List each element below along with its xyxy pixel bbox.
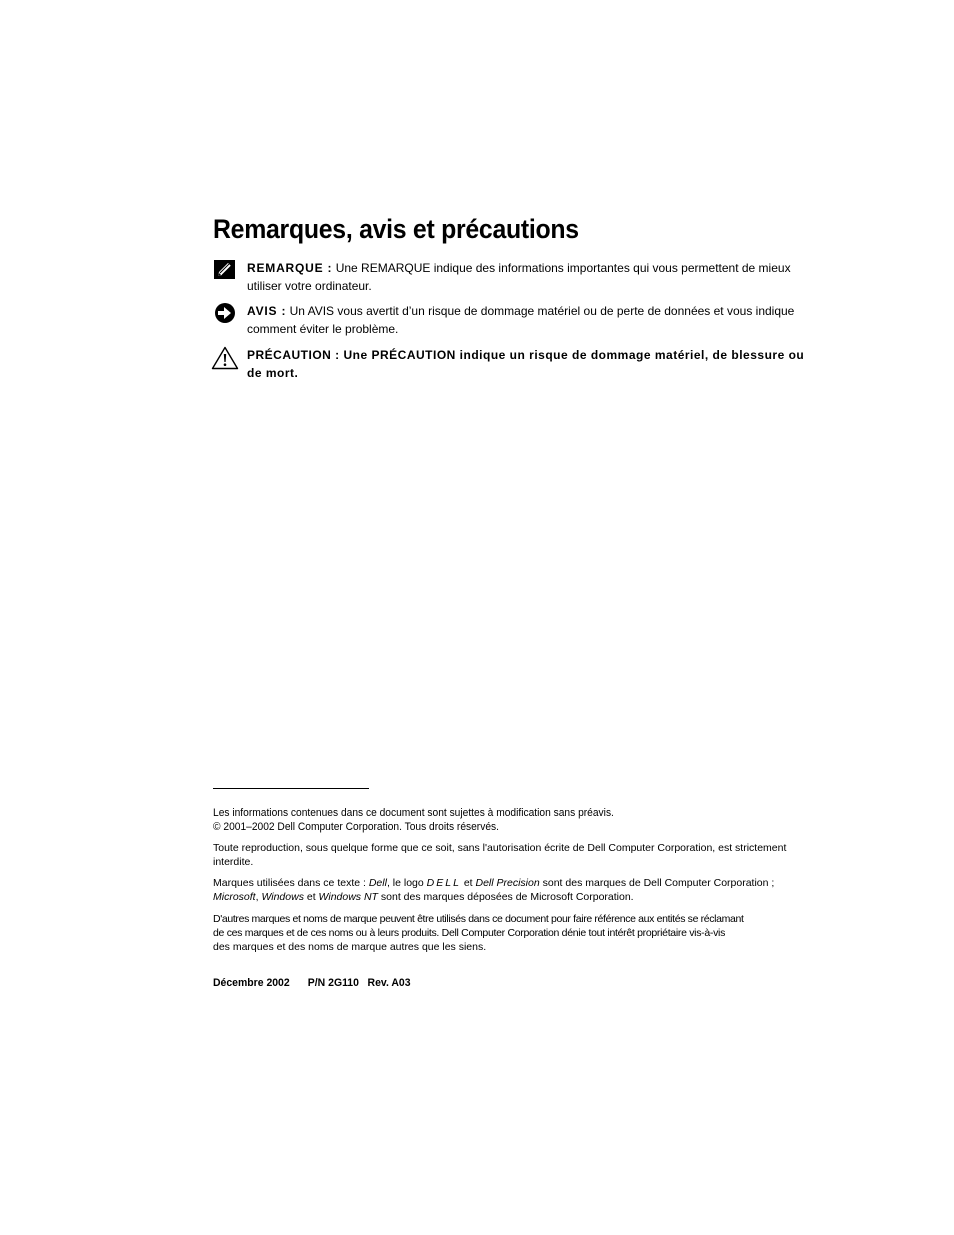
tm-windows: Windows <box>261 891 304 903</box>
tm-dell: Dell <box>368 877 387 889</box>
trademarks-notice <box>213 876 813 904</box>
reproduction-notice: Toute reproduction, sous quelque forme que ce soit, sans l'autorisation écrite de Dell Computer Corporation, est strictement interdite. <box>213 842 787 868</box>
note-text <box>247 259 817 295</box>
tm-text: et <box>460 877 476 889</box>
tm-text: , le logo <box>386 877 427 889</box>
tm-windows-nt: Windows NT <box>318 891 378 903</box>
copyright: © 2001–2002 Dell Computer Corporation. Tous droits réservés. <box>213 821 499 833</box>
other-tm-line: D'autres marques et noms de marque peuvent être utilisés dans ce document pour faire référence aux entités se réclamant <box>213 913 744 925</box>
tm-dell-precision: Dell Precision <box>475 877 540 889</box>
tm-microsoft: Microsoft <box>213 891 256 903</box>
tm-text: , <box>255 891 262 903</box>
page-title: Remarques, avis et précautions <box>213 214 579 244</box>
note-pencil-icon <box>213 259 237 283</box>
footnote-divider <box>213 788 369 789</box>
tm-text: sont des marques déposées de Microsoft Corporation. <box>377 891 634 903</box>
legal-notice <box>213 806 808 834</box>
notice-text <box>247 302 817 338</box>
other-trademarks-notice <box>213 912 813 954</box>
tm-text: Marques utilisées dans ce texte : <box>213 877 369 889</box>
note-label: REMARQUE : <box>247 261 333 275</box>
warning-triangle-icon <box>213 346 237 370</box>
document-footer <box>213 977 426 989</box>
other-tm-line: de ces marques et de ces noms ou à leurs produits. Dell Computer Corporation dénie tout intérêt propriétaire vis-à-vis <box>213 927 726 939</box>
other-tm-line: des marques et des noms de marque autres que les siens. <box>213 941 487 953</box>
footer-date: Décembre 2002 <box>213 977 290 989</box>
notice-body: Un AVIS vous avertit d’un risque de dommage matériel ou de perte de données et vous indique comment éviter le problème. <box>247 304 795 336</box>
caution-text: PRÉCAUTION : Une PRÉCAUTION indique un risque de dommage matériel, de blessure ou de mort. <box>247 348 805 380</box>
tm-text: et <box>303 891 319 903</box>
footer-revision: Rev. A03 <box>367 977 411 989</box>
footer-part-number: P/N 2G110 <box>307 977 359 989</box>
tm-dell-logo: DELL <box>426 877 461 889</box>
notice-label: AVIS : <box>247 304 287 318</box>
note-body: Une REMARQUE indique des informations importantes qui vous permettent de mieux utiliser votre ordinateur. <box>247 261 791 293</box>
change-notice: Les informations contenues dans ce document sont sujettes à modification sans préavis. <box>213 807 614 819</box>
arrow-circle-icon <box>213 302 237 326</box>
tm-text: sont des marques de Dell Computer Corporation ; <box>539 877 775 889</box>
